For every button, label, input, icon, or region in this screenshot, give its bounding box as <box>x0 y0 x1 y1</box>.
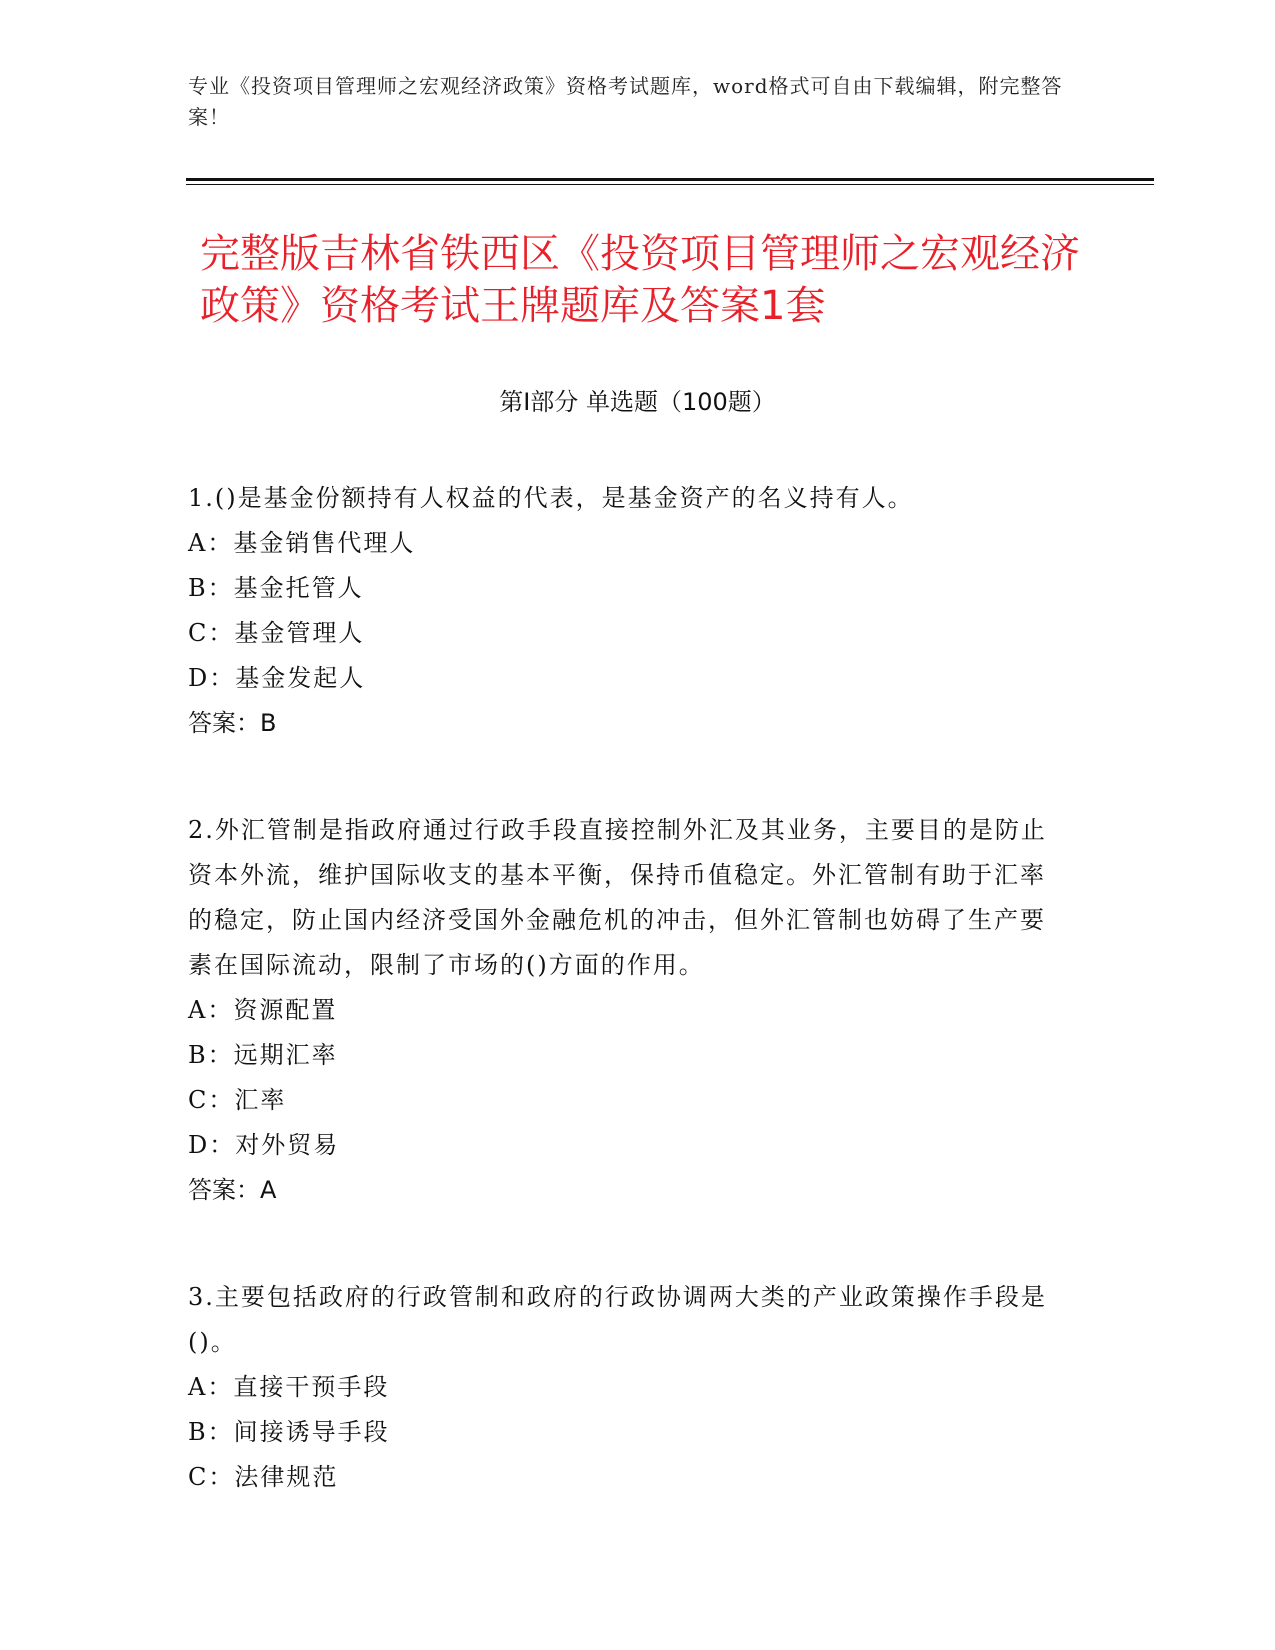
option-text: 汇率 <box>234 1086 287 1114</box>
option-letter: B <box>188 1418 208 1446</box>
option-separator: ： <box>208 1086 235 1114</box>
option-c <box>188 611 1068 656</box>
document-title: 完整版吉林省铁西区《投资项目管理师之宏观经济政策》资格考试王牌题库及答案1套 <box>200 231 1080 329</box>
option-letter: B <box>188 1041 208 1069</box>
option-letter: C <box>188 1086 209 1114</box>
option-c <box>188 1078 1068 1123</box>
option-text: 资源配置 <box>233 996 338 1024</box>
option-a <box>188 521 1068 566</box>
option-separator: ： <box>207 996 234 1024</box>
option-separator: ： <box>208 619 235 647</box>
option-text: 基金销售代理人 <box>233 529 416 557</box>
header-divider-thin <box>186 184 1154 185</box>
option-separator: ： <box>208 1463 235 1491</box>
option-letter: C <box>188 1463 209 1491</box>
question-stem: 3.主要包括政府的行政管制和政府的行政协调两大类的产业政策操作手段是()。 <box>188 1283 1047 1356</box>
option-text: 远期汇率 <box>233 1041 338 1069</box>
option-letter: A <box>188 996 208 1024</box>
question-list <box>188 476 1068 1562</box>
option-b <box>188 1410 1068 1455</box>
option-b <box>188 566 1068 611</box>
option-text: 基金管理人 <box>234 619 365 647</box>
option-separator: ： <box>207 1041 234 1069</box>
option-letter: B <box>188 574 208 602</box>
option-a <box>188 1365 1068 1410</box>
question-stem: 2.外汇管制是指政府通过行政手段直接控制外汇及其业务，主要目的是防止资本外流，维护国际收支的基本平衡，保持币值稳定。外汇管制有助于汇率的稳定，防止国内经济受国外金融危机的冲击，但外汇管制也妨碍了生产要素在国际流动，限制了市场的()方面的作用。 <box>188 816 1047 979</box>
option-text: 间接诱导手段 <box>233 1418 390 1446</box>
question-3 <box>188 1275 1068 1500</box>
option-letter: A <box>188 1373 208 1401</box>
option-d <box>188 1123 1068 1168</box>
section-title: 第Ⅰ部分 单选题（100题） <box>499 388 776 416</box>
option-letter: C <box>188 619 209 647</box>
question-1 <box>188 476 1068 746</box>
option-separator: ： <box>207 529 234 557</box>
option-d <box>188 656 1068 701</box>
option-separator: ： <box>207 574 234 602</box>
option-text: 基金发起人 <box>235 664 366 692</box>
header-divider-thick <box>186 178 1154 181</box>
option-c <box>188 1455 1068 1500</box>
page-header-note: 专业《投资项目管理师之宏观经济政策》资格考试题库，word格式可自由下载编辑，附完整答案！ <box>188 74 1063 129</box>
option-text: 对外贸易 <box>235 1131 340 1159</box>
option-letter: D <box>188 1131 210 1159</box>
option-text: 直接干预手段 <box>233 1373 390 1401</box>
question-2 <box>188 808 1068 1213</box>
question-stem: 1.()是基金份额持有人权益的代表，是基金资产的名义持有人。 <box>188 484 914 512</box>
option-a <box>188 988 1068 1033</box>
option-separator: ： <box>207 1373 234 1401</box>
option-separator: ： <box>207 1418 234 1446</box>
option-text: 基金托管人 <box>233 574 364 602</box>
option-separator: ： <box>209 664 236 692</box>
option-letter: A <box>188 529 208 557</box>
answer-line: 答案：A <box>188 1176 277 1204</box>
option-letter: D <box>188 664 210 692</box>
option-text: 法律规范 <box>234 1463 339 1491</box>
option-b <box>188 1033 1068 1078</box>
answer-line: 答案：B <box>188 709 277 737</box>
option-separator: ： <box>209 1131 236 1159</box>
